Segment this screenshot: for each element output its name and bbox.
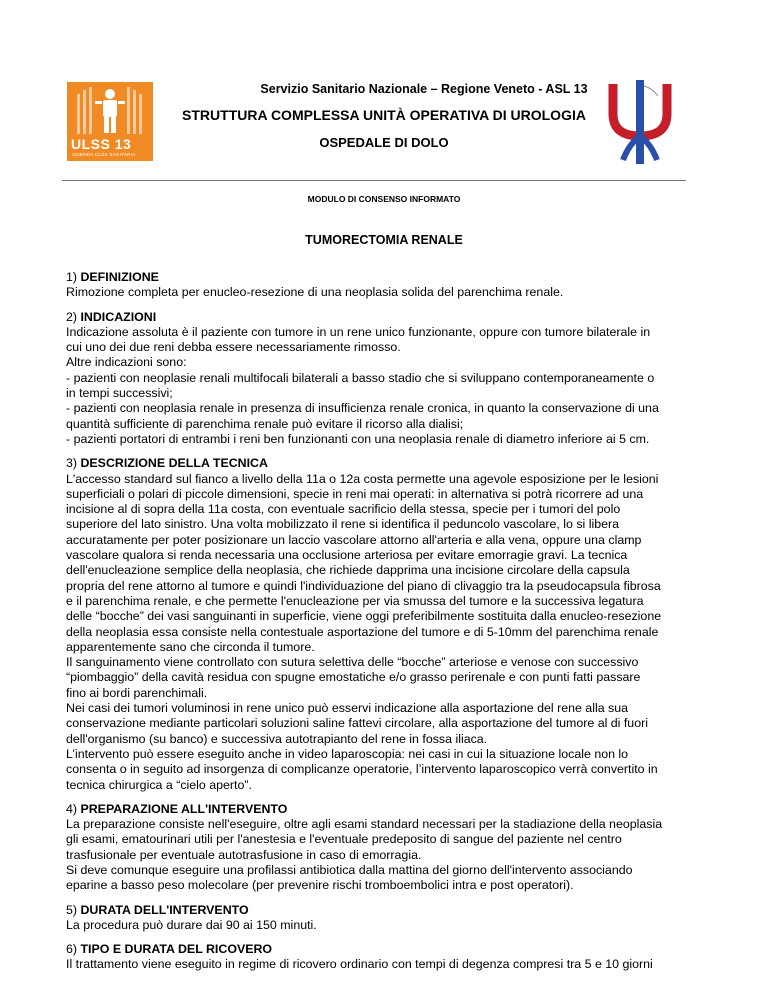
- section-heading: [66, 270, 706, 285]
- section-heading: [66, 802, 706, 817]
- paragraph-line: superficiali o polari di piccole dimensioni, specie in reni mai operati: in alternativa si potrà ricorrere ad una: [66, 486, 644, 501]
- paragraph-line: La procedura può durare dai 90 ai 150 minuti.: [66, 917, 317, 932]
- paragraph-line: conservazione mediante particolari soluzioni saline fattevi circolare, alla asportazione del tumore al di fuori: [66, 716, 648, 731]
- paragraph-line: superiore del lato sinistro. Una volta mobilizzato il rene si identifica il peduncolo vascolare, lo si libera: [66, 517, 620, 532]
- section-1: [66, 270, 706, 301]
- paragraph-line: Rimozione completa per enucleo-resezione di una neoplasia solida del parenchima renale.: [66, 285, 564, 300]
- paragraph-line: eparine a basso peso molecolare (per prevenire rischi tromboembolici intra e post operatori).: [66, 878, 574, 893]
- paragraph-line: consenta o in seguito ad insorgenza di complicanze operatorie, l’intervento laparoscopico verrà convertito in: [66, 762, 658, 777]
- paragraph-line: - pazienti con neoplasia renale in presenza di insufficienza renale cronica, in quanto la conservazione di una: [66, 401, 659, 416]
- section-number: 5): [66, 902, 81, 917]
- header-line-2: STRUTTURA COMPLESSA UNITÀ OPERATIVA DI UROLOGIA: [182, 107, 586, 123]
- paragraph-line: della neoplasia essa consiste nella contestuale asportazione del tumore e di 5-10mm del parenchima renale: [66, 624, 659, 639]
- section-number: 4): [66, 801, 81, 816]
- section-number: 2): [66, 309, 81, 324]
- section-4: [66, 802, 706, 894]
- section-title: DEFINIZIONE: [80, 270, 159, 284]
- logo-subtext: AZIENDA ULSS SANITARIA: [72, 152, 136, 157]
- paragraph-line: - pazienti portatori di entrambi i reni ben funzionanti con una neoplasia renale di diametro inferiore ai 5 cm.: [66, 431, 650, 446]
- section-heading: [66, 456, 706, 471]
- section-title: TIPO E DURATA DEL RICOVERO: [80, 942, 273, 957]
- paragraph-line: tecnica chirurgica a “cielo aperto”.: [66, 777, 252, 792]
- paragraph-line: La preparazione consiste nell'eseguire, oltre agli esami standard necessari per la stadiazione della neoplasia: [66, 817, 663, 832]
- header-divider: [62, 180, 686, 181]
- paragraph-line: gli esami, ematourinari utili per l'anestesia e l'eventuale predeposito di sangue del paziente nel centro: [66, 832, 622, 847]
- paragraph-line: fino ai bordi parenchimali.: [66, 685, 208, 700]
- paragraph-line: trasfusionale per eventuale autotrasfusione in caso di emorragia.: [66, 847, 422, 862]
- paragraph-line: dell'enucleazione semplice della neoplasia, che richiede dapprima una incisione circolare della capsula: [66, 563, 630, 578]
- paragraph-line: e il parenchima renale, e che permette l'enucleazione per via smussa del tumore e la successiva legatura: [66, 593, 644, 608]
- header-line-1: Servizio Sanitario Nazionale – Regione Veneto - ASL 13: [260, 82, 588, 96]
- paragraph-line: L'accesso standard sul fianco a livello della 11a o 12a costa permette una agevole esposizione per le lesioni: [66, 471, 659, 486]
- section-2: [66, 310, 706, 448]
- section-title: DURATA DELL'INTERVENTO: [80, 902, 249, 917]
- document-body: [66, 270, 706, 982]
- section-6: [66, 942, 706, 973]
- document-title: TUMORECTOMIA RENALE: [305, 233, 463, 247]
- section-title: INDICAZIONI: [80, 309, 157, 324]
- paragraph-line: incisione al di sopra della 11a costa, con eventuale sacrificio della stessa, specie per i tumori del polo: [66, 502, 621, 517]
- paragraph-line: in tempi successivi;: [66, 386, 173, 401]
- section-title: DESCRIZIONE DELLA TECNICA: [80, 456, 268, 471]
- paragraph-line: propria del rene attorno al tumore e quindi l'individuazione del piano di clivaggio tra la pseudocapsula fibrosa: [66, 578, 661, 593]
- paragraph-line: dell'organismo (su banco) e successiva autotrapianto del rene in fossa iliaca.: [66, 731, 488, 746]
- paragraph-line: - pazienti con neoplasie renali multifocali bilaterali a basso stadio che si sviluppano contemporaneamente o: [66, 370, 655, 385]
- paragraph-line: “piombaggio” della cavità residua con spugne emostatiche e/o grasso perirenale e con punti fatti passare: [66, 670, 641, 685]
- paragraph-line: Si deve comunque eseguire una profilassi antibiotica dalla mattina del giorno dell'intervento associando: [66, 862, 633, 877]
- section-heading: [66, 310, 706, 325]
- section-5: [66, 903, 706, 934]
- paragraph-line: L’intervento può essere eseguito anche in video laparoscopia: nei casi in cui la situazione locale non lo: [66, 746, 629, 761]
- section-number: 6): [66, 942, 81, 957]
- paragraph-line: vascolare qualora si renda necessaria una occlusione arteriosa per evitare emorragie gravi. La tecnica: [66, 548, 628, 563]
- paragraph-line: delle “bocche” dei vasi sanguinanti in superficie, viene oggi preferibilmente sostituita dalla enucleo-resezione: [66, 609, 662, 624]
- paragraph-line: cui uno dei due reni debba essere necessariamente rimosso.: [66, 340, 401, 355]
- section-heading: [66, 942, 706, 957]
- section-number: 3): [66, 456, 81, 471]
- section-title: PREPARAZIONE ALL'INTERVENTO: [80, 801, 288, 816]
- section-heading: [66, 903, 706, 918]
- paragraph-line: Il trattamento viene eseguito in regime di ricovero ordinario con tempi di degenza compresi tra 5 e 10 giorni: [66, 957, 653, 972]
- header-line-3: OSPEDALE DI DOLO: [319, 135, 449, 150]
- paragraph-line: accuratamente per poter posizionare un laccio vascolare attorno all'arteria e alla vena, oppure una clamp: [66, 532, 642, 547]
- paragraph-line: apparentemente sano che circonda il tumore.: [66, 639, 315, 654]
- paragraph-line: Altre indicazioni sono:: [66, 355, 187, 370]
- form-label: MODULO DI CONSENSO INFORMATO: [307, 194, 461, 204]
- paragraph-line: Nei casi dei tumori voluminosi in rene unico può esservi indicazione alla asportazione del rene alla sua: [66, 701, 629, 716]
- paragraph-line: Il sanguinamento viene controllato con sutura selettiva delle “bocche” arteriose e venose con successivo: [66, 655, 639, 670]
- logo-text: ULSS 13: [71, 136, 132, 152]
- section-number: 1): [66, 270, 81, 284]
- paragraph-line: quantità sufficiente di parenchima renale può evitare il ricorso alla dialisi;: [66, 416, 464, 431]
- section-3: [66, 456, 706, 793]
- paragraph-line: Indicazione assoluta è il paziente con tumore in un rene unico funzionante, oppure con tumore bilaterale in: [66, 324, 651, 339]
